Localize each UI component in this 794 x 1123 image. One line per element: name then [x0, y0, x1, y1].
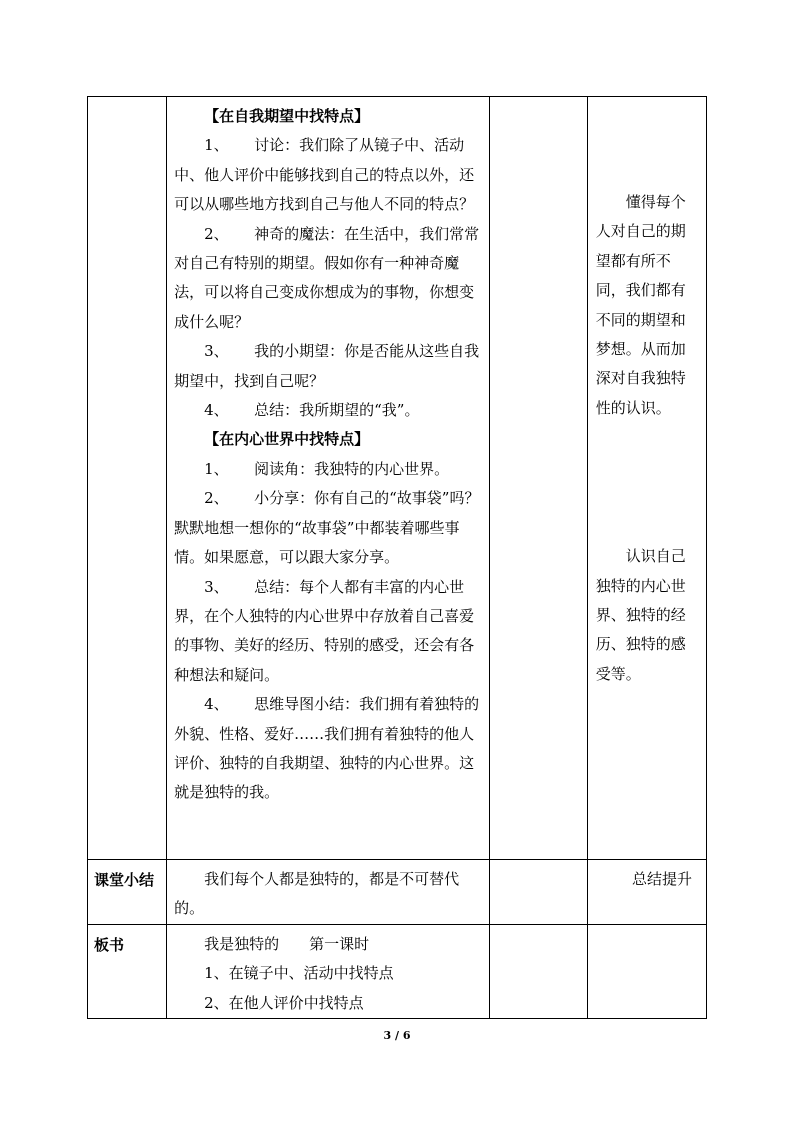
summary-empty-cell	[489, 860, 587, 925]
board-empty-cell	[489, 924, 587, 1018]
list-item: 3、 总结：每个人都有丰富的内心世界，在个人独特的内心世界中存放着自己喜爱的事物、美好的经历、特别的感受，还会有各种想法和疑问。	[174, 577, 475, 684]
row-label: 课堂小结	[94, 871, 155, 889]
list-item: 2、 神奇的魔法：在生活中，我们常常对自己有特别的期望。假如你有一种神奇魔法，可以将自己变成你想成为的事物，你想变成什么呢？	[174, 224, 480, 331]
board-line: 2、在他人评价中找特点	[204, 993, 364, 1012]
board-label-cell	[88, 924, 167, 1018]
list-item: 2、 小分享：你有自己的“故事袋”吗？默默地想一想你的“故事袋”中都装着哪些事情。如果愿意，可以跟大家分享。	[174, 489, 480, 567]
activity-content-cell	[167, 97, 490, 860]
design-note: 认识自己独特的内心世界、独特的经历、独特的感受等。	[595, 547, 686, 683]
activity-label-cell	[88, 97, 167, 860]
summary-row	[88, 860, 707, 925]
summary-label-cell	[88, 860, 167, 925]
list-item: 4、 总结：我所期望的“我”。	[204, 401, 420, 420]
section-heading: 【在内心世界中找特点】	[204, 430, 370, 449]
summary-note-cell	[587, 860, 706, 925]
activity-row	[88, 97, 707, 860]
board-title: 我是独特的 第一课时	[204, 934, 370, 953]
board-content-cell	[167, 924, 490, 1018]
activity-note-cell	[587, 97, 706, 860]
list-item: 1、 讨论：我们除了从镜子中、活动中、他人评价中能够找到自己的特点以外，还可以从哪些地方找到自己与他人不同的特点？	[174, 136, 475, 214]
summary-content-cell	[167, 860, 490, 925]
design-note: 总结提升	[631, 870, 692, 888]
page-number: 3 / 6	[383, 1029, 411, 1042]
lesson-plan-table	[87, 96, 707, 1019]
summary-text: 我们每个人都是独特的，都是不可替代的。	[174, 870, 460, 918]
list-item: 4、 思维导图小结：我们拥有着独特的外貌、性格、爱好……我们拥有着独特的他人评价、独特的自我期望、独特的内心世界。这就是独特的我。	[174, 695, 480, 802]
design-note: 懂得每个人对自己的期望都有所不同，我们都有不同的期望和梦想。从而加深对自我独特性的认识。	[595, 193, 686, 417]
row-label: 板书	[94, 935, 125, 954]
activity-empty-cell	[489, 97, 587, 860]
board-line: 1、在镜子中、活动中找特点	[204, 964, 394, 983]
board-note-cell	[587, 924, 706, 1018]
list-item: 1、 阅读角：我独特的内心世界。	[204, 459, 450, 478]
section-heading: 【在自我期望中找特点】	[204, 107, 370, 125]
list-item: 3、 我的小期望：你是否能从这些自我期望中，找到自己呢？	[174, 342, 480, 390]
board-row	[88, 924, 707, 1018]
